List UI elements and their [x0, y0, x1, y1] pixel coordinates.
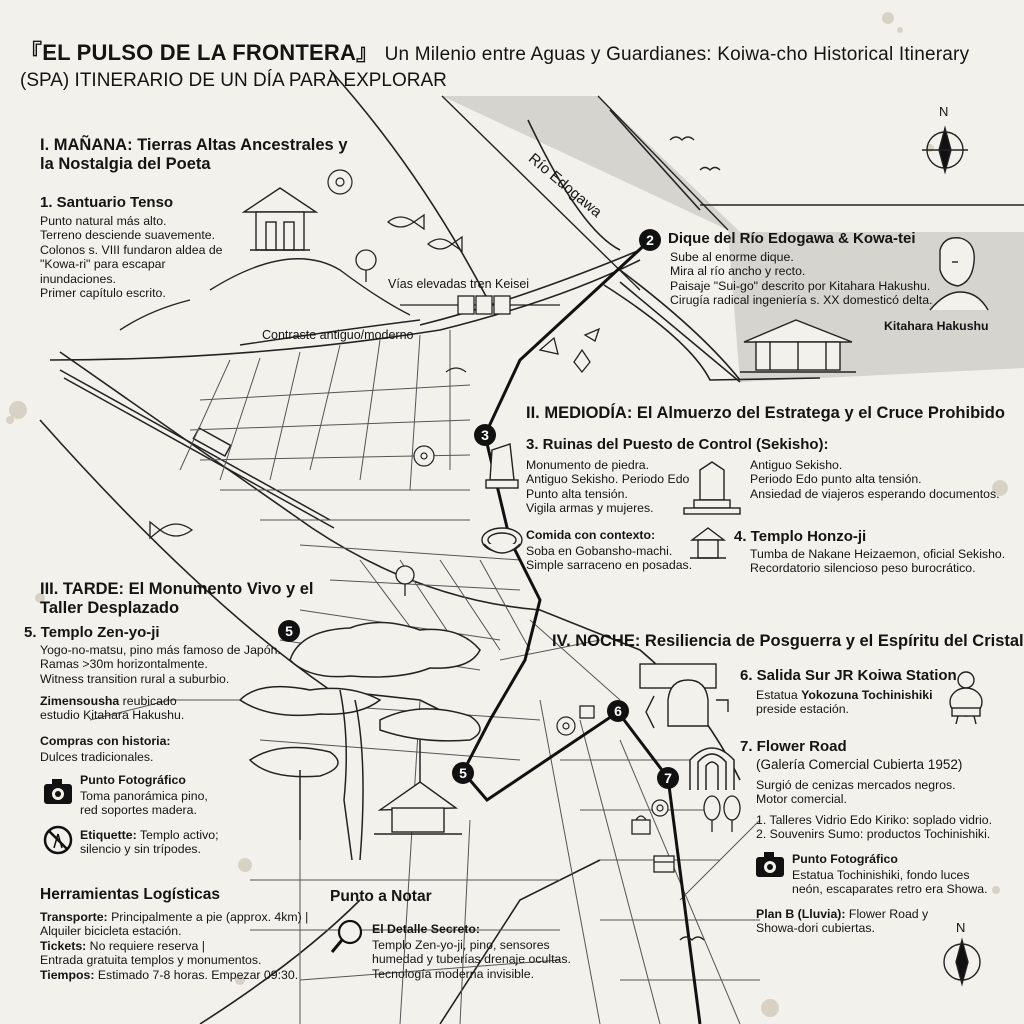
compass-n-label-bottom: N [956, 920, 966, 935]
stop7-title: 7. Flower Road [740, 738, 847, 755]
stop4-line: Recordatorio silencioso peso burocrático. [750, 561, 976, 576]
afternoon-heading-line2: Taller Desplazado [40, 599, 180, 618]
afternoon-heading-line1: III. TARDE: El Monumento Vivo y el [40, 580, 314, 598]
contrast-label: Contraste antiguo/moderno [262, 328, 414, 342]
stop4-description [750, 547, 1005, 576]
shopping-line: Dulces tradicionales. [40, 750, 154, 764]
stop3-description-left [526, 458, 689, 516]
stop2-line: Sube al enorme dique. [670, 250, 794, 264]
stop2-description [670, 250, 932, 308]
food-title: Comida con contexto: [526, 528, 656, 542]
stop3-line: Periodo Edo punto alta tensión. [750, 472, 922, 487]
midday-heading: II. MEDIODÍA: El Almuerzo del Estratega y el Cruce Prohibido [526, 404, 1005, 422]
stop3-badge: 3 [474, 424, 496, 446]
transport-text: Principalmente a pie (approx. 4km) | [107, 910, 309, 924]
route-badge-5: 5 [452, 762, 474, 784]
tickets-label: Tickets: [40, 938, 87, 953]
tenso-shrine-icon [244, 188, 316, 250]
times-text: Estimado 7-8 horas. Empezar 09:30. [94, 967, 299, 982]
railway [60, 370, 334, 528]
plan-b-line2: Showa-dori cubiertas. [756, 921, 875, 936]
secret-line: humedad y tuberías drenaje ocultas. [372, 952, 571, 967]
photo-spot-line: Toma panorámica pino, [80, 789, 208, 803]
stop3-line: Punto alta tensión. [526, 486, 628, 501]
covered-arcade-icon [690, 748, 734, 790]
stop5-badge: 5 [278, 620, 300, 642]
photo-spot-title: Punto Fotográfico [80, 773, 186, 787]
logistics-details [40, 910, 308, 982]
stop5-description [40, 643, 281, 686]
stop1-line: inundaciones. [40, 271, 116, 286]
elevated-rail-icon [400, 296, 560, 314]
food-line: Soba en Gobansho-machi. [526, 544, 673, 558]
rail-label: Vías elevadas tren Keisei [388, 277, 530, 291]
food-line: Simple sarraceno en posadas. [526, 558, 693, 573]
stop2-badge: 2 [639, 229, 661, 251]
koiwa-station-icon [640, 664, 728, 728]
zimensousha-note [40, 694, 184, 723]
stop7-line: 1. Talleres Vidrio Edo Kiriko: soplado vidrio. [756, 812, 993, 827]
night-heading: IV. NOCHE: Resiliencia de Posguerra y el Espíritu del Cristal [552, 632, 1024, 650]
etiquette-title: Etiquette: [80, 828, 137, 842]
stop5-title: 5. Templo Zen-yo-ji [24, 624, 160, 641]
photo-spot-line: red soportes madera. [80, 803, 197, 818]
stop2-title: Dique del Río Edogawa & Kowa-tei [668, 230, 916, 247]
poet-name: Kitahara Hakushu [884, 319, 989, 333]
stop7-subtitle: (Galería Comercial Cubierta 1952) [756, 757, 963, 772]
stop3-description-right [750, 458, 1000, 501]
stop2-line: Paisaje "Sui-go" descrito por Kitahara Hakushu. [670, 278, 931, 293]
page-title [20, 40, 969, 66]
zimensousha-text: reubicado [119, 694, 177, 708]
secret-title: El Detalle Secreto: [372, 922, 480, 936]
stop6-text: Estatua [756, 688, 802, 702]
night-photo-line: Estatua Tochinishiki, fondo luces [792, 868, 970, 882]
page-subtitle: (SPA) ITINERARIO DE UN DÍA PARA EXPLORAR [20, 70, 447, 91]
stop6-statue-name: Yokozuna Tochinishiki [801, 688, 933, 702]
stop1-title: 1. Santuario Tenso [40, 194, 174, 211]
afternoon-heading [40, 580, 314, 619]
zimensousha-title: Zimensousha [40, 694, 120, 708]
stop1-line: Colonos s. VIII fundaron aldea de [40, 242, 223, 257]
soba-bowl-icon [482, 528, 522, 553]
night-photo-description [792, 868, 988, 897]
etiquette-note [80, 828, 219, 857]
morning-heading-line2: la Nostalgia del Poeta [40, 155, 211, 174]
stop5-line: Yogo-no-matsu, pino más famoso de Japón. [40, 643, 281, 657]
food-description [526, 544, 692, 573]
secret-line: Templo Zen-yo-ji, pino, sensores [372, 938, 550, 952]
no-tripod-icon [45, 827, 71, 853]
stop6-description [756, 688, 933, 717]
stop7-line: 2. Souvenirs Sumo: productos Tochinishiki. [756, 827, 991, 842]
plan-b-title: Plan B (Lluvia): [756, 907, 846, 921]
stop3-line: Antiguo Sekisho. [750, 458, 843, 472]
stop3-line: Antiguo Sekisho. Periodo Edo [526, 472, 690, 487]
stop6-line2: preside estación. [756, 702, 849, 717]
magnifier-icon [332, 921, 361, 952]
tickets-line2: Entrada gratuita templos y monumentos. [40, 953, 262, 968]
stop7-line: Motor comercial. [756, 792, 847, 807]
stop3-line: Monumento de piedra. [526, 458, 650, 472]
shop-icon [580, 706, 674, 872]
route-badge-6: 6 [607, 700, 629, 722]
shopping-title: Compras con historia: [40, 734, 171, 748]
stop5-line: Ramas >30m horizontalmente. [40, 657, 208, 672]
stop5-line: Witness transition rural a suburbio. [40, 671, 230, 686]
compass-n-label: N [939, 104, 949, 119]
stop3-line: Vigila armas y mujeres. [526, 501, 654, 516]
secret-line: Tecnología moderna invisible. [372, 966, 535, 981]
etiquette-line2: silencio y sin trípodes. [80, 842, 201, 857]
stop3-line: Ansiedad de viajeros esperando documentos. [750, 486, 1000, 501]
river-label: Río Edogawa [525, 150, 605, 221]
photo-spot-description [80, 789, 208, 818]
stop7-description [756, 778, 992, 842]
stop1-line: "Kowa-ri" para escapar [40, 257, 166, 272]
morning-heading-line1: I. MAÑANA: Tierras Altas Ancestrales y [40, 136, 348, 154]
stop1-line: Punto natural más alto. [40, 214, 167, 228]
times-label: Tiempos: [40, 967, 95, 982]
zimensousha-line2: estudio Kitahara Hakushu. [40, 708, 185, 723]
transport-label: Transporte: [40, 910, 108, 924]
plan-b-note [756, 907, 928, 936]
page-title-main: 『EL PULSO DE LA FRONTERA』 [20, 40, 379, 65]
transport-line2: Alquiler bicicleta estación. [40, 924, 182, 939]
tickets-text: No requiere reserva | [86, 938, 205, 953]
stop6-title: 6. Salida Sur JR Koiwa Station [740, 667, 957, 684]
page-title-sub: Un Milenio entre Aguas y Guardianes: Koiwa-cho Historical Itinerary [384, 44, 970, 65]
honzo-ji-icon [690, 528, 726, 558]
stop7-line: Surgió de cenizas mercados negros. [756, 778, 956, 792]
stop3-title: 3. Ruinas del Puesto de Control (Sekisho): [526, 436, 829, 453]
hill-outline [210, 259, 410, 315]
route-badge-7: 7 [657, 767, 679, 789]
logistics-heading: Herramientas Logísticas [40, 886, 221, 903]
secret-description [372, 938, 571, 981]
stop2-line: Mira al río ancho y recto. [670, 264, 806, 279]
stop4-title: 4. Templo Honzo-ji [734, 528, 867, 545]
stop2-line: Cirugía radical ingeniería s. XX domesticó delta. [670, 293, 933, 308]
night-photo-line: neón, escaparates retro era Showa. [792, 882, 988, 897]
stop1-line: Terreno desciende suavemente. [40, 228, 215, 243]
stop1-description [40, 214, 223, 300]
etiquette-text: Templo activo; [136, 828, 219, 842]
night-photo-title: Punto Fotográfico [792, 852, 898, 866]
stop1-line: Primer capítulo escrito. [40, 285, 166, 300]
stop4-line: Tumba de Nakane Heizaemon, oficial Sekisho. [750, 547, 1006, 561]
plan-b-text: Flower Road y [845, 907, 929, 921]
morning-heading [40, 136, 348, 175]
zen-yo-ji-temple-icon [374, 782, 462, 834]
note-heading: Punto a Notar [330, 888, 432, 905]
